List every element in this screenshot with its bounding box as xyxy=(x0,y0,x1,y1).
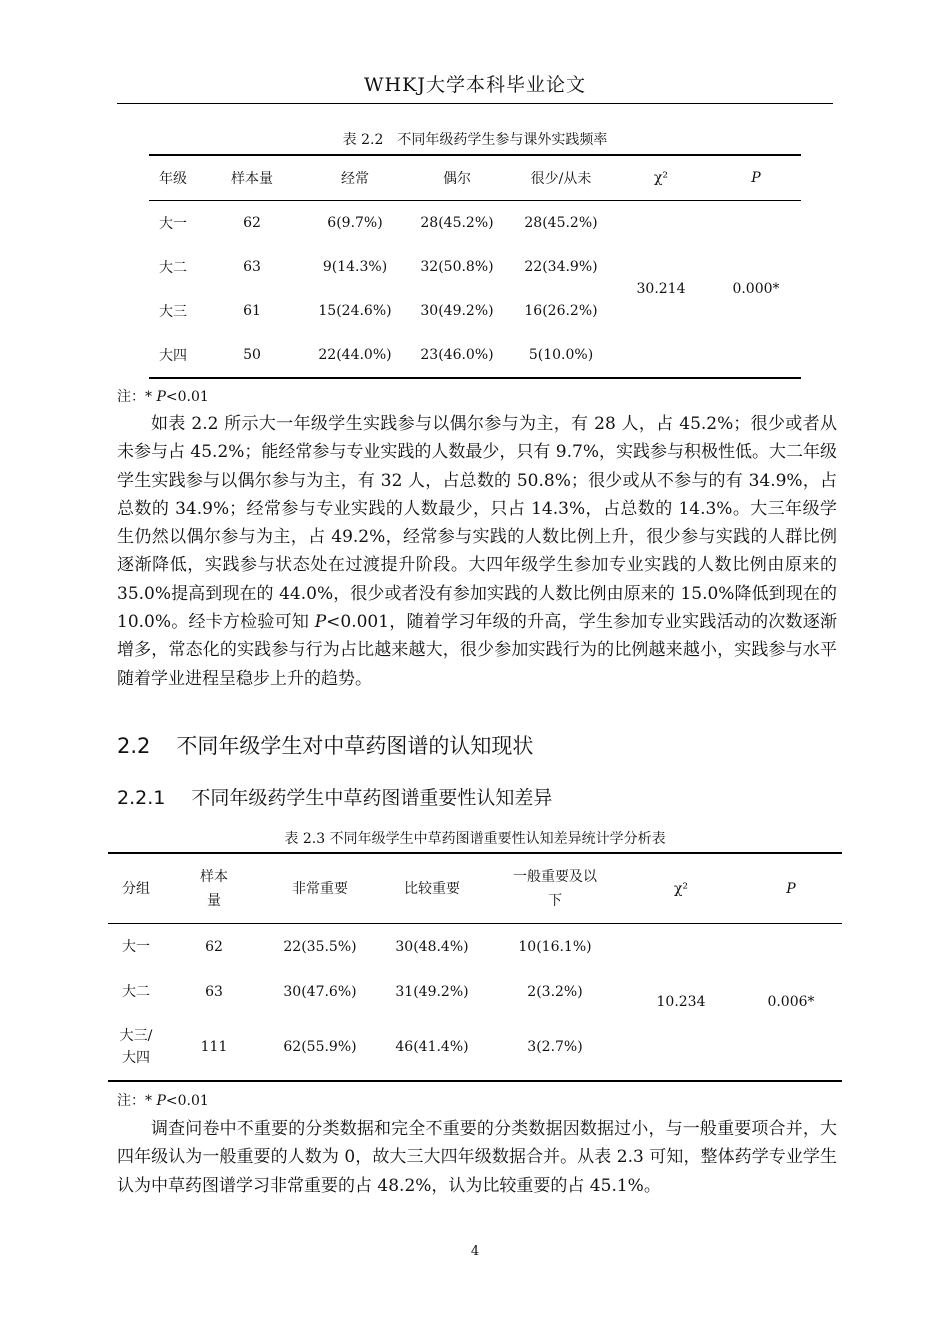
table-cell: 5(10.0%) xyxy=(528,347,594,363)
column-header: 样本 量 xyxy=(164,853,264,924)
table-cell: 16(26.2%) xyxy=(524,303,598,319)
column-header: 一般重要及以 下 xyxy=(488,853,622,924)
table-header-row xyxy=(108,853,842,924)
table-cell: 22(44.0%) xyxy=(318,347,392,363)
table-2-3 xyxy=(108,852,842,1082)
table-cell: 30(47.6%) xyxy=(283,983,357,1000)
p-value: 0.006* xyxy=(767,994,815,1010)
table-cell: 28(45.2%) xyxy=(420,215,494,231)
table-cell: 6(9.7%) xyxy=(327,215,383,231)
table-cell: 30(49.2%) xyxy=(420,303,494,319)
header-rule xyxy=(117,103,833,104)
column-header: 很少/从未 xyxy=(511,155,611,201)
table-cell: 大四 xyxy=(159,348,187,364)
table-cell: 62 xyxy=(243,215,261,231)
body-paragraph-2: 调查问卷中不重要的分类数据和完全不重要的分类数据因数据过小，与一般重要项合并，大四年级认为一般重要的人数为 0，故大三大四年级数据合并。从表 2.3 可知，整体药学专业学生认为中草药图谱学习非常重要的占 48.2%，认为比较重要的占 45.1%。 xyxy=(117,1119,837,1196)
table-cell: 23(46.0%) xyxy=(420,347,494,363)
column-header: P xyxy=(740,853,842,924)
table-cell: 62 xyxy=(205,938,223,955)
table-cell: 111 xyxy=(200,1039,228,1055)
page-number: 4 xyxy=(470,1244,480,1259)
chi-square-value: 10.234 xyxy=(656,994,706,1010)
column-header: 经常 xyxy=(307,155,403,201)
table-2-3-caption: 表 2.3 不同年级学生中草药图谱重要性认知差异统计学分析表 xyxy=(284,831,666,847)
column-header: P xyxy=(711,155,801,201)
column-header: 样本量 xyxy=(197,155,307,201)
table-2-2 xyxy=(149,154,801,379)
column-header: χ² xyxy=(622,853,740,924)
table-cell: 大一 xyxy=(159,216,187,232)
table-cell: 63 xyxy=(243,259,261,275)
column-header: 年级 xyxy=(149,155,197,201)
section-heading: 2.2 不同年级学生对中草药图谱的认知现状 xyxy=(117,734,534,758)
table-2-2-caption: 表 2.2 不同年级药学生参与课外实践频率 xyxy=(342,132,608,148)
table-cell: 61 xyxy=(243,303,261,319)
p-value: 0.000* xyxy=(732,281,780,297)
table-cell: 50 xyxy=(243,347,261,363)
table-cell: 62(55.9%) xyxy=(283,1039,357,1055)
table-cell: 2(3.2%) xyxy=(527,983,583,1000)
table-cell: 15(24.6%) xyxy=(318,303,392,319)
table-cell: 46(41.4%) xyxy=(395,1039,469,1055)
body-paragraph-1: 如表 2.2 所示大一年级学生实践参与以偶尔参与为主，有 28 人，占 45.2%；很少或者从未参与占 45.2%；能经常参与专业实践的人数最少，只有 9.7%，实践参与积极性低。大二年级学生实践参与以偶尔参与为主，有 32 人，占总数的 50.8%；很少或从不参与的有 34.9%，占总数的 34.9%；经常参与专业实践的人数最少，只占 14.3%，占总数的 14.3%。大三年级学生仍然以偶尔参与为主，占 49.2%，经常参与实践的人数比例上升，很少参与实践的人群比例逐渐降低，实践参与状态处在过渡提升阶段。大四年级学生参加专业实践的人数比例由原来的 35.0%提高到现在的 44.0%，很少或者没有参加实践的人数比例由原来的 15.0%降低到现在的 10.0%。经卡方检验可知 P<0.001，随着学习年级的升高，学生参加专业实践活动的次数逐渐增多，常态化的实践参与行为占比越来越大，很少参加实践行为的比例越来越小，实践参与水平随着学业进程呈稳步上升的趋势。 xyxy=(117,414,837,689)
table-cell: 9(14.3%) xyxy=(322,259,388,275)
table-cell: 63 xyxy=(205,983,223,1000)
table-cell: 大二 xyxy=(159,260,187,276)
table-cell: 32(50.8%) xyxy=(420,259,494,275)
table-cell: 28(45.2%) xyxy=(524,215,598,231)
column-header: 比较重要 xyxy=(376,853,488,924)
table-cell: 大三 xyxy=(159,304,187,320)
table-2-3-note: 注：* P<0.01 xyxy=(117,1093,209,1109)
table-header-row xyxy=(149,155,801,201)
column-header: χ² xyxy=(611,155,711,201)
column-header: 分组 xyxy=(108,853,164,924)
table-2-2-note: 注：* P<0.01 xyxy=(117,389,209,405)
table-row xyxy=(108,924,842,970)
table-cell: 大三/ 大四 xyxy=(119,1028,153,1066)
table-cell: 31(49.2%) xyxy=(395,983,469,1000)
chi-square-value: 30.214 xyxy=(636,281,686,297)
column-header: 偶尔 xyxy=(403,155,511,201)
column-header: 非常重要 xyxy=(264,853,376,924)
table-cell: 30(48.4%) xyxy=(395,938,469,955)
table-cell: 22(35.5%) xyxy=(283,938,357,955)
table-cell: 22(34.9%) xyxy=(524,259,598,275)
table-cell: 大二 xyxy=(122,983,150,1000)
table-row xyxy=(149,201,801,246)
table-cell: 10(16.1%) xyxy=(518,938,592,955)
table-cell: 3(2.7%) xyxy=(527,1039,583,1055)
subsection-heading: 2.2.1 不同年级药学生中草药图谱重要性认知差异 xyxy=(117,787,553,809)
table-cell: 大一 xyxy=(122,938,150,955)
page-header: WHKJ大学本科毕业论文 xyxy=(364,74,586,96)
